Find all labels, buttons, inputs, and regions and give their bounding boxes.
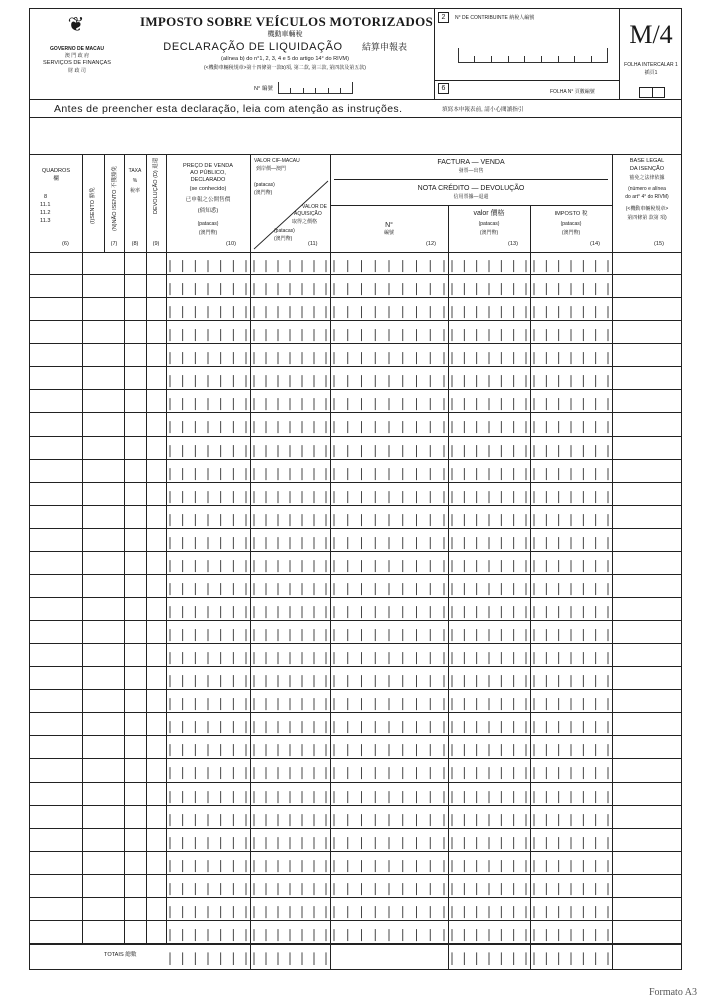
nota-credito-label: NOTA CRÉDITO — DEVOLUÇÃO <box>417 185 525 192</box>
entry-field-14[interactable] <box>530 759 612 782</box>
entry-field-11[interactable] <box>250 390 330 413</box>
entry-field-12[interactable] <box>330 298 448 321</box>
entry-field-14[interactable] <box>530 437 612 460</box>
entry-field-14[interactable] <box>530 621 612 644</box>
entry-field-10[interactable] <box>166 713 250 736</box>
table-row <box>30 690 681 713</box>
entry-field-10[interactable] <box>166 506 250 529</box>
entry-field-13[interactable] <box>448 644 530 667</box>
entry-field-14[interactable] <box>530 713 612 736</box>
totals-row <box>30 944 681 970</box>
aquisicao-label-2: AQUISIÇÃO <box>294 211 322 217</box>
entry-field-14[interactable] <box>530 875 612 898</box>
entry-field-14[interactable] <box>530 483 612 506</box>
entry-field-11[interactable] <box>250 575 330 598</box>
declaration-rows <box>30 252 681 944</box>
entry-field-12[interactable] <box>330 413 448 436</box>
entry-field-10[interactable] <box>166 344 250 367</box>
entry-field-13[interactable] <box>448 713 530 736</box>
cif-patacas-zh: (澳門幣) <box>254 190 273 196</box>
taxa-label-zh: 稅率 <box>129 188 140 194</box>
entry-field-14[interactable] <box>530 344 612 367</box>
table-row <box>30 736 681 759</box>
declaration-number-field[interactable] <box>278 83 353 94</box>
table-row <box>30 667 681 690</box>
entry-field-10[interactable] <box>166 437 250 460</box>
entry-field-13[interactable] <box>448 344 530 367</box>
entry-field-12[interactable] <box>330 690 448 713</box>
quadros-label-zh: 欄 <box>53 176 59 182</box>
entry-field-10[interactable] <box>166 252 250 275</box>
dept-name-zh: 財 政 司 <box>68 68 86 74</box>
table-row <box>30 829 681 852</box>
table-row <box>30 390 681 413</box>
preco-patacas: (patacas) <box>197 221 219 227</box>
entry-field-13[interactable] <box>448 437 530 460</box>
entry-field-12[interactable] <box>330 898 448 921</box>
entry-field-11[interactable] <box>250 344 330 367</box>
table-row <box>30 437 681 460</box>
entry-field-12[interactable] <box>330 575 448 598</box>
entry-field-10[interactable] <box>166 460 250 483</box>
isento-label: (I)SENTO 豁免 <box>90 187 96 224</box>
col-9-number: (9) <box>152 241 160 247</box>
entry-field-11[interactable] <box>250 298 330 321</box>
entry-field-13[interactable] <box>448 552 530 575</box>
entry-field-12[interactable] <box>330 598 448 621</box>
entry-field-13[interactable] <box>448 621 530 644</box>
table-row <box>30 759 681 782</box>
entry-field-13[interactable] <box>448 252 530 275</box>
entry-field-12[interactable] <box>330 783 448 806</box>
table-row <box>30 344 681 367</box>
entry-field-10[interactable] <box>166 621 250 644</box>
quadros-value-2: 11.1 <box>40 202 51 208</box>
entry-field-11[interactable] <box>250 690 330 713</box>
invoice-number-label: N° <box>385 222 393 229</box>
total-field-4[interactable] <box>530 944 612 968</box>
entry-field-11[interactable] <box>250 321 330 344</box>
quadros-value-3: 11.2 <box>40 210 51 216</box>
entry-field-10[interactable] <box>166 829 250 852</box>
base-legal-label-1: BASE LEGAL <box>629 158 665 164</box>
base-legal-label-zh-2: (<機動車輛稅規章> <box>625 206 669 212</box>
entry-field-14[interactable] <box>530 367 612 390</box>
entry-field-11[interactable] <box>250 713 330 736</box>
entry-field-10[interactable] <box>166 783 250 806</box>
entry-field-14[interactable] <box>530 667 612 690</box>
contributor-number-field[interactable] <box>458 49 608 63</box>
number-label: N° 編號 <box>254 86 274 92</box>
entry-field-11[interactable] <box>250 552 330 575</box>
preco-label-zh: 已申報之公開售價 <box>185 197 231 203</box>
table-row <box>30 552 681 575</box>
dept-name-pt: SERVIÇOS DE FINANÇAS <box>43 60 111 66</box>
entry-field-10[interactable] <box>166 759 250 782</box>
entry-field-14[interactable] <box>530 644 612 667</box>
box-6-number: 6 <box>441 85 446 92</box>
entry-field-14[interactable] <box>530 806 612 829</box>
instructions-note-zh: 填寫本申報表前, 請小心閱讀指引 <box>442 107 524 113</box>
entry-field-12[interactable] <box>330 437 448 460</box>
entry-field-13[interactable] <box>448 529 530 552</box>
preco-label-2: AO PÚBLICO, <box>190 170 226 176</box>
entry-field-10[interactable] <box>166 390 250 413</box>
total-field-3[interactable] <box>448 944 530 968</box>
entry-field-12[interactable] <box>330 321 448 344</box>
entry-field-10[interactable] <box>166 875 250 898</box>
taxa-label: TAXA <box>128 168 142 174</box>
entry-field-11[interactable] <box>250 621 330 644</box>
col-14-number: (14) <box>590 241 600 247</box>
total-field-2[interactable] <box>250 944 330 968</box>
paper-format-label: Formato A3 <box>648 987 697 998</box>
entry-field-13[interactable] <box>448 390 530 413</box>
entry-field-12[interactable] <box>330 644 448 667</box>
entry-field-12[interactable] <box>330 667 448 690</box>
entry-field-13[interactable] <box>448 736 530 759</box>
entry-field-11[interactable] <box>250 875 330 898</box>
table-row <box>30 621 681 644</box>
table-row <box>30 460 681 483</box>
sheet-number-label: FOLHA N° 頁數編號 <box>550 89 595 95</box>
table-row <box>30 875 681 898</box>
table-row <box>30 713 681 736</box>
devolucao-label: DEVOLUÇÃO (D) 退還 <box>153 157 159 214</box>
entry-field-11[interactable] <box>250 783 330 806</box>
entry-field-10[interactable] <box>166 275 250 298</box>
entry-field-14[interactable] <box>530 460 612 483</box>
entry-field-11[interactable] <box>250 367 330 390</box>
entry-field-14[interactable] <box>530 898 612 921</box>
aquisicao-label-1: VALOR DE <box>302 204 327 210</box>
col-7-number: (7) <box>110 241 118 247</box>
entry-field-12[interactable] <box>330 275 448 298</box>
entry-field-10[interactable] <box>166 736 250 759</box>
entry-field-13[interactable] <box>448 921 530 944</box>
table-row <box>30 298 681 321</box>
base-legal-label-2: DA ISENÇÃO <box>629 166 665 172</box>
entry-field-13[interactable] <box>448 413 530 436</box>
entry-field-12[interactable] <box>330 829 448 852</box>
table-row <box>30 275 681 298</box>
entry-field-12[interactable] <box>330 552 448 575</box>
entry-field-11[interactable] <box>250 413 330 436</box>
entry-field-10[interactable] <box>166 483 250 506</box>
cif-label: VALOR CIF-MACAU <box>254 158 300 164</box>
entry-field-11[interactable] <box>250 829 330 852</box>
preco-label-4: (se conhecido) <box>189 186 227 192</box>
cif-label-zh: 到岸價—澳門 <box>256 166 287 172</box>
instructions-note: Antes de preencher esta declaração, leia com atenção as instruções. <box>54 103 403 115</box>
entry-field-10[interactable] <box>166 552 250 575</box>
entry-field-12[interactable] <box>330 806 448 829</box>
entry-field-14[interactable] <box>530 252 612 275</box>
entry-field-11[interactable] <box>250 598 330 621</box>
entry-field-14[interactable] <box>530 298 612 321</box>
entry-field-10[interactable] <box>166 321 250 344</box>
factura-label-zh: 發票—出售 <box>458 168 484 174</box>
entry-field-12[interactable] <box>330 529 448 552</box>
aquisicao-label-zh: 取得之價格 <box>292 219 318 225</box>
entry-field-14[interactable] <box>530 829 612 852</box>
entry-field-14[interactable] <box>530 413 612 436</box>
macau-government-crest-icon: ❦ <box>67 14 85 36</box>
entry-field-13[interactable] <box>448 506 530 529</box>
entry-field-13[interactable] <box>448 367 530 390</box>
entry-field-11[interactable] <box>250 437 330 460</box>
entry-field-14[interactable] <box>530 783 612 806</box>
entry-field-10[interactable] <box>166 644 250 667</box>
declaration-title: DECLARAÇÃO DE LIQUIDAÇÃO <box>163 41 343 53</box>
entry-field-12[interactable] <box>330 875 448 898</box>
gov-name-zh: 澳 門 政 府 <box>64 53 90 59</box>
gov-name-pt: GOVERNO DE MACAU <box>50 46 104 52</box>
aquisicao-patacas-zh: (澳門幣) <box>274 236 293 242</box>
entry-field-14[interactable] <box>530 275 612 298</box>
preco-patacas-zh: (澳門幣) <box>198 230 218 236</box>
table-row <box>30 806 681 829</box>
taxa-percent: % <box>132 178 138 184</box>
entry-field-12[interactable] <box>330 252 448 275</box>
entry-field-10[interactable] <box>166 921 250 944</box>
table-row <box>30 252 681 275</box>
imposto-patacas: (patacas) <box>560 221 582 227</box>
entry-field-11[interactable] <box>250 252 330 275</box>
entry-field-12[interactable] <box>330 367 448 390</box>
table-row <box>30 598 681 621</box>
entry-field-12[interactable] <box>330 460 448 483</box>
nao-isento-label: (N)NÃO ISENTO 不獲豁免 <box>112 166 118 231</box>
quadros-value-4: 11.3 <box>40 218 51 224</box>
entry-field-14[interactable] <box>530 921 612 944</box>
entry-field-10[interactable] <box>166 575 250 598</box>
entry-field-14[interactable] <box>530 390 612 413</box>
entry-field-12[interactable] <box>330 759 448 782</box>
sheet-number-field[interactable] <box>639 87 665 98</box>
total-field-1[interactable] <box>166 944 250 968</box>
col-10-number: (10) <box>226 241 236 247</box>
quadros-value-1: 8 <box>44 194 48 200</box>
preco-label-1: PREÇO DE VENDA <box>182 163 234 169</box>
table-row <box>30 529 681 552</box>
base-legal-label-4: do art° 4° do RIVM) <box>625 194 669 200</box>
entry-field-11[interactable] <box>250 759 330 782</box>
entry-field-10[interactable] <box>166 852 250 875</box>
entry-field-13[interactable] <box>448 275 530 298</box>
col-13-number: (13) <box>508 241 518 247</box>
table-row <box>30 506 681 529</box>
entry-field-13[interactable] <box>448 829 530 852</box>
entry-field-11[interactable] <box>250 806 330 829</box>
entry-field-12[interactable] <box>330 621 448 644</box>
entry-field-13[interactable] <box>448 690 530 713</box>
col-6-number: (6) <box>62 241 69 247</box>
invoice-number-label-zh: 編號 <box>383 230 394 236</box>
entry-field-11[interactable] <box>250 667 330 690</box>
tax-title: IMPOSTO SOBRE VEÍCULOS MOTORIZADOS <box>140 14 434 29</box>
entry-field-13[interactable] <box>448 321 530 344</box>
entry-field-11[interactable] <box>250 852 330 875</box>
entry-field-14[interactable] <box>530 598 612 621</box>
nota-credito-label-zh: 信用票據—退還 <box>453 194 489 200</box>
entry-field-11[interactable] <box>250 898 330 921</box>
entry-field-13[interactable] <box>448 667 530 690</box>
entry-field-10[interactable] <box>166 690 250 713</box>
table-row <box>30 852 681 875</box>
entry-field-13[interactable] <box>448 852 530 875</box>
entry-field-14[interactable] <box>530 736 612 759</box>
entry-field-14[interactable] <box>530 321 612 344</box>
entry-field-11[interactable] <box>250 506 330 529</box>
entry-field-10[interactable] <box>166 667 250 690</box>
table-row <box>30 783 681 806</box>
col-15-number: (15) <box>654 241 664 247</box>
entry-field-14[interactable] <box>530 575 612 598</box>
cif-patacas: (patacas) <box>254 182 275 188</box>
declaration-title-zh: 結算申報表 <box>362 42 408 52</box>
entry-field-14[interactable] <box>530 506 612 529</box>
entry-field-13[interactable] <box>448 783 530 806</box>
entry-field-12[interactable] <box>330 506 448 529</box>
entry-field-13[interactable] <box>448 759 530 782</box>
valor-patacas-zh: (澳門幣) <box>479 230 499 236</box>
entry-field-13[interactable] <box>448 575 530 598</box>
entry-field-12[interactable] <box>330 344 448 367</box>
entry-field-13[interactable] <box>448 875 530 898</box>
preco-label-3: DECLARADO <box>190 177 226 183</box>
tax-declaration-form <box>29 8 682 970</box>
entry-field-10[interactable] <box>166 529 250 552</box>
entry-field-10[interactable] <box>166 898 250 921</box>
entry-field-11[interactable] <box>250 529 330 552</box>
entry-field-14[interactable] <box>530 852 612 875</box>
entry-field-10[interactable] <box>166 298 250 321</box>
intercalar-sheet-label-zh: 插頁1 <box>644 70 658 76</box>
col-12-number: (12) <box>426 241 436 247</box>
totals-label: TOTAIS 總數 <box>104 952 137 958</box>
entry-field-13[interactable] <box>448 806 530 829</box>
table-row <box>30 483 681 506</box>
entry-field-11[interactable] <box>250 275 330 298</box>
table-row <box>30 898 681 921</box>
base-legal-label-zh: 豁免之法律依據 <box>629 175 665 181</box>
table-row <box>30 367 681 390</box>
tax-title-zh: 機動車輛稅 <box>267 31 303 38</box>
table-row <box>30 575 681 598</box>
entry-field-14[interactable] <box>530 690 612 713</box>
entry-field-11[interactable] <box>250 736 330 759</box>
imposto-patacas-zh: (澳門幣) <box>561 230 581 236</box>
entry-field-13[interactable] <box>448 898 530 921</box>
entry-field-11[interactable] <box>250 644 330 667</box>
entry-field-12[interactable] <box>330 852 448 875</box>
entry-field-11[interactable] <box>250 483 330 506</box>
valor-label: valor 價格 <box>473 210 505 217</box>
entry-field-12[interactable] <box>330 483 448 506</box>
entry-field-10[interactable] <box>166 598 250 621</box>
aquisicao-patacas: (patacas) <box>274 228 295 234</box>
imposto-label: IMPOSTO 稅 <box>554 211 588 217</box>
legal-reference-zh: (<機動車輛稅規章>第十四條第一款b)項, 第二款, 第三款, 第四款及第五款) <box>204 65 366 71</box>
col-8-number: (8) <box>131 241 139 247</box>
form-code: M/4 <box>629 20 673 49</box>
contributor-number-label: N° DE CONTRIBUINTE 納稅人編號 <box>455 15 535 21</box>
entry-field-10[interactable] <box>166 413 250 436</box>
preco-label-zh-2: (倘知悉) <box>197 208 219 214</box>
box-2-number: 2 <box>441 14 446 21</box>
entry-field-10[interactable] <box>166 806 250 829</box>
entry-field-11[interactable] <box>250 460 330 483</box>
entry-field-13[interactable] <box>448 460 530 483</box>
entry-field-12[interactable] <box>330 713 448 736</box>
entry-field-11[interactable] <box>250 921 330 944</box>
table-row <box>30 321 681 344</box>
base-legal-label-zh-3: 第四條第 款第 項) <box>627 215 667 221</box>
base-legal-label-3: (número e alínea <box>628 186 666 192</box>
factura-label: FACTURA — VENDA <box>437 159 505 166</box>
intercalar-sheet-label: FOLHA INTERCALAR 1 <box>624 62 678 68</box>
entry-field-12[interactable] <box>330 736 448 759</box>
table-row <box>30 921 681 944</box>
entry-field-12[interactable] <box>330 921 448 944</box>
entry-field-14[interactable] <box>530 552 612 575</box>
entry-field-13[interactable] <box>448 483 530 506</box>
entry-field-14[interactable] <box>530 529 612 552</box>
entry-field-13[interactable] <box>448 598 530 621</box>
quadros-label: QUADROS <box>41 168 71 174</box>
col-11-number: (11) <box>308 241 318 247</box>
entry-field-10[interactable] <box>166 367 250 390</box>
legal-reference: (alínea b) do n°1, 2, 3, 4 e 5 do artigo 14° do RIVM) <box>221 56 349 62</box>
valor-patacas: (patacas) <box>478 221 500 227</box>
table-row <box>30 644 681 667</box>
entry-field-13[interactable] <box>448 298 530 321</box>
table-row <box>30 413 681 436</box>
entry-field-12[interactable] <box>330 390 448 413</box>
